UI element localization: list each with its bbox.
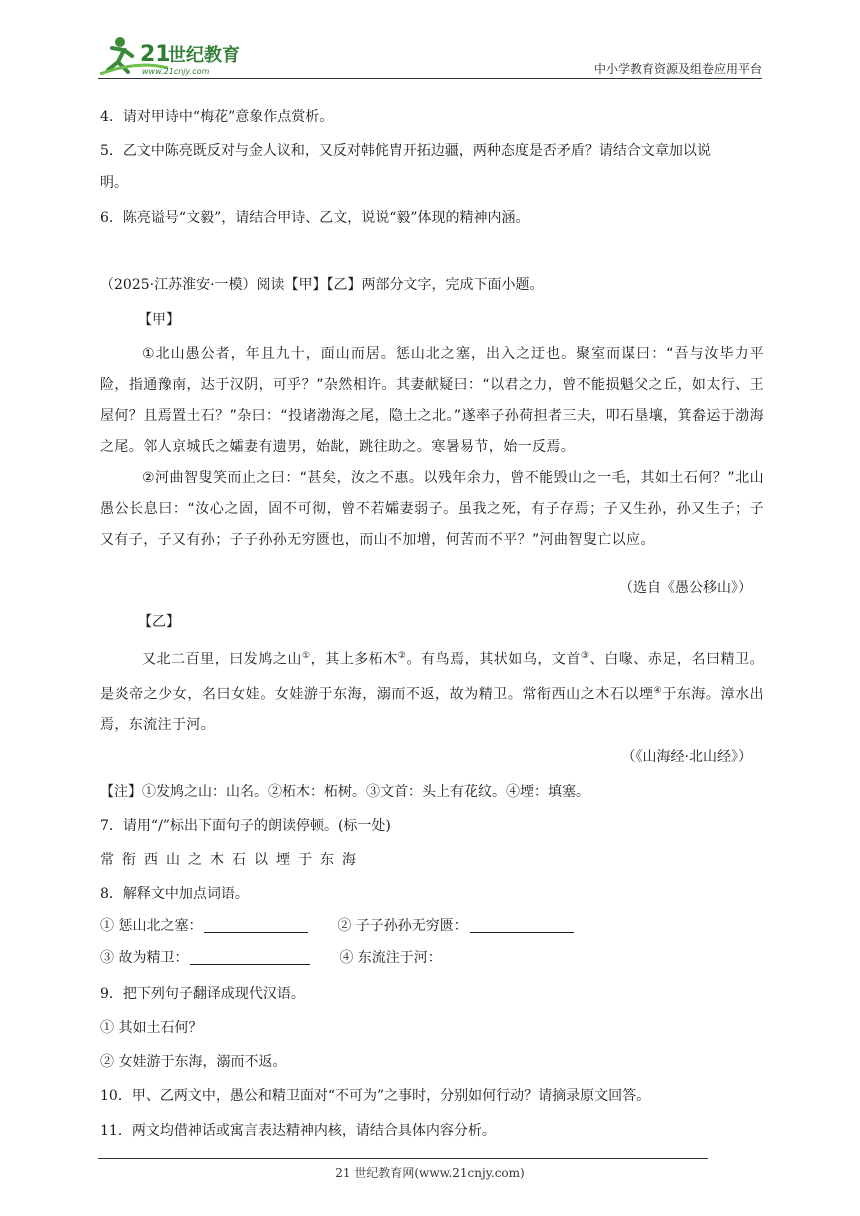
q8-item-3: ③ 故为精卫： bbox=[100, 950, 189, 966]
site-logo[interactable] bbox=[98, 34, 268, 78]
page-footer[interactable]: 21 世纪教育网(www.21cnjy.com) bbox=[335, 1166, 525, 1180]
q8-item-4: ④ 东流注于河： bbox=[339, 950, 442, 966]
yi-source: （《山海经·北山经》） bbox=[621, 749, 752, 765]
question-10: 10．甲、乙两文中，愚公和精卫面对“不可为”之事时，分别如何行动？请摘录原文回答。 bbox=[100, 1088, 651, 1104]
answer-blank-2[interactable] bbox=[470, 918, 574, 933]
platform-name: 中小学教育资源及组卷应用平台 bbox=[593, 62, 762, 76]
question-7-sentence: 常衔西山之木石以堙于东海 bbox=[100, 852, 364, 868]
yi-paragraph: 又北二百里，曰发鸠之山①，其上多柘木②。有鸟焉，其状如乌，文首③、白喙、赤足，名曰精卫。是炎帝之少女，名曰女娃。女娃游于东海，溺而不返，故为精卫。常衔西山之木石以堙④于东海。漳水出焉，东流注于河。 bbox=[100, 651, 765, 734]
jia-paragraph-2: ②河曲智叟笑而止之曰：“甚矣，汝之不惠。以残年余力，曾不能毁山之一毛，其如土石何？”北山愚公长息曰：“汝心之固，固不可彻，曾不若孀妻弱子。虽我之死，有子存焉；子又生孙，孙又生子；子又有子，子又有孙；子子孙孙无穷匮也，而山不加增，何苦而不平？”河曲智叟亡以应。 bbox=[100, 470, 764, 548]
section-intro: （2025·江苏淮安·一模）阅读【甲】【乙】两部分文字，完成下面小题。 bbox=[100, 277, 544, 293]
question-8-row-2 bbox=[100, 947, 764, 969]
question-8: 8．解释文中加点词语。 bbox=[100, 886, 249, 902]
header-divider bbox=[98, 78, 762, 79]
yi-label: 【乙】 bbox=[138, 614, 180, 630]
question-11: 11．两文均借神话或寓言表达精神内核，请结合具体内容分析。 bbox=[100, 1123, 496, 1139]
question-5-cont: 明。 bbox=[100, 175, 128, 191]
annotation-note: 【注】①发鸠之山：山名。②柘木：柘树。③文首：头上有花纹。④堙：填塞。 bbox=[100, 784, 590, 800]
question-9-item-2: ② 女娃游于东海，溺而不返。 bbox=[100, 1054, 287, 1070]
jia-label: 【甲】 bbox=[138, 312, 180, 328]
q8-item-1: ① 惩山北之塞： bbox=[100, 918, 203, 934]
svg-text:世纪教育: 世纪教育 bbox=[168, 45, 240, 66]
question-6: 6．陈亮谥号“文毅”，请结合甲诗、乙文，说说“毅”体现的精神内涵。 bbox=[100, 210, 530, 226]
question-9-item-1: ① 其如土石何？ bbox=[100, 1020, 203, 1036]
answer-blank-3[interactable] bbox=[190, 950, 310, 965]
q8-item-2: ② 子子孙孙无穷匮： bbox=[337, 918, 468, 934]
footer-divider bbox=[98, 1158, 708, 1159]
jia-paragraph-1: ①北山愚公者，年且九十，面山而居。惩山北之塞，出入之迂也。聚室而谋曰：“吾与汝毕力平险，指通豫南，达于汉阴，可乎？”杂然相许。其妻献疑曰：“以君之力，曾不能损魁父之丘，如太行、王屋何？且焉置土石？”杂曰：“投诸渤海之尾，隐土之北。”遂率子孙荷担者三夫，叩石垦壤，箕畚运于渤海之尾。邻人京城氏之孀妻有遗男，始龀，跳往助之。寒暑易节，始一反焉。 bbox=[100, 346, 764, 455]
logo-runner-icon bbox=[98, 34, 268, 78]
question-5: 5．乙文中陈亮既反对与金人议和，又反对韩侂胄开拓边疆，两种态度是否矛盾？请结合文章加以说 bbox=[100, 143, 711, 159]
question-7: 7．请用“/”标出下面句子的朗读停顿。(标一处) bbox=[100, 818, 391, 834]
question-4: 4．请对甲诗中“梅花”意象作点赏析。 bbox=[100, 109, 334, 125]
answer-blank-1[interactable] bbox=[204, 918, 308, 933]
svg-text:www.21cnjy.com: www.21cnjy.com bbox=[142, 67, 210, 76]
question-9: 9．把下列句子翻译成现代汉语。 bbox=[100, 986, 305, 1002]
question-8-row-1 bbox=[100, 915, 764, 937]
svg-text:21: 21 bbox=[140, 42, 171, 67]
page-header bbox=[98, 30, 762, 80]
jia-source: （选自《愚公移山》） bbox=[619, 580, 752, 596]
